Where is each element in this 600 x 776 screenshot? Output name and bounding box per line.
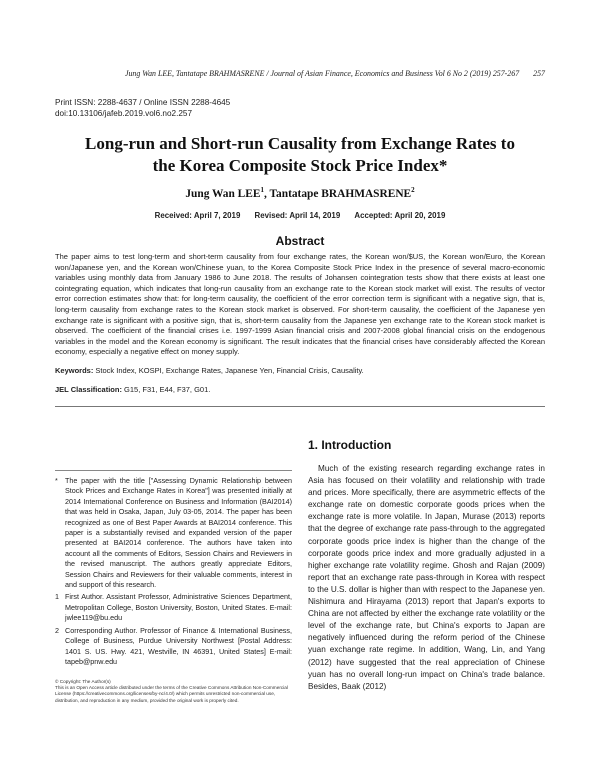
author-2: Tantatape BRAHMASRENE: [269, 187, 412, 200]
received-date: Received: April 7, 2019: [154, 211, 241, 220]
doi-line: doi:10.13106/jafeb.2019.vol6.no2.257: [55, 108, 193, 118]
copyright-notice: [55, 679, 292, 704]
revised-date: Revised: April 14, 2019: [254, 211, 341, 220]
jel-text: G15, F31, E44, F37, G01.: [121, 385, 211, 394]
jel-line: [55, 385, 545, 394]
accepted-date: Accepted: April 20, 2019: [354, 211, 446, 220]
author-separator: ,: [263, 187, 270, 200]
copyright-line: © Copyright: The Author(s): [55, 679, 111, 684]
footnote-text: Corresponding Author. Professor of Finance & International Business, College of Business, Purdue University Northwest [Postal Address: 1401 S. US. Hwy. 421, Westville, IN 46391, United States] E-mail: tapeb@pnw.edu: [65, 625, 292, 666]
introduction-heading: 1. Introduction: [308, 438, 392, 452]
abstract-heading: Abstract: [275, 234, 325, 248]
author-1-affiliation-mark: 1: [260, 186, 264, 194]
footnote: [55, 592, 292, 623]
jel-label: JEL Classification:: [55, 385, 122, 394]
footnote-text: First Author. Assistant Professor, Administrative Sciences Department, Metropolitan College, Boston University, Boston, United States. E-mail: jwlee119@bu.edu: [65, 592, 292, 623]
author-2-affiliation-mark: 2: [411, 186, 415, 194]
author-1: Jung Wan LEE: [185, 187, 261, 200]
introduction-paragraph: Much of the existing research regarding exchange rates in Asia has focused on their volatility and relationship with trade and prices. More specifically, there are asymmetric effects of the exchange rate on domestic corporate goods prices when the exchange rate is more volatile. In Japan, Murase (2013) reports that the degree of exchange rate pass-through to the aggregated corporate goods price index is higher than the change of the corporate goods price index and more gradually adjusted in a higher exchange rate volatility regime. Ghosh and Rajan (2009) report that an exchange rate pass-through in Korea with respect to the U.S. dollar is higher than with respect to the Japanese yen. Nishimura and Hirayama (2013) report that Japan's exports to China are not affected by either the exchange rate volatility or the level of the exchange rate, but China's exports to Japan are negatively influenced during the reform period of the Chinese yuan exchange rate regime. In addition, Wang, Lin, and Yang (2012) have suggested that the real appreciation of Chinese yuan has no overall long-run impact on China's trade balance. Besides, Baak (2012): [308, 464, 545, 691]
footnote-mark: 1: [55, 592, 59, 602]
introduction-body: [308, 463, 545, 693]
issn-line: Print ISSN: 2288-4637 / Online ISSN 2288-4645: [55, 98, 231, 107]
section-divider: [55, 406, 545, 407]
footnote: [55, 626, 292, 668]
title-line-1: Long-run and Short-run Causality from Exchange Rates to: [85, 134, 515, 153]
footnote-divider: [55, 470, 292, 471]
footnote-text: The paper with the title ["Assessing Dynamic Relationship between Stock Prices and Exchange Rates in Korea"] was presented initially at 2014 International Conference on Business and Information (BAI2014) that was held in Osaka, Japan, July 03-05, 2014. The paper has been recognized as one of Best Paper Awards at BAI2014 conference. This paper is a substantially revised and expanded version of the paper presented at BAI2014 conference. The authors have taken into account all the comments of Editors, Session Chairs and Reviewers in the revised manuscript. The authors greatly appreciate Editors, Session Chairs and Reviewers for their valuable comments, interest in and support of this research.: [65, 476, 292, 590]
running-head: [60, 69, 545, 78]
title-line-2: the Korea Composite Stock Price Index*: [152, 156, 448, 175]
dates-line: [40, 211, 560, 220]
license-text: This is an Open Access article distributed under the terms of the Creative Commons Attribution Non-Commercial License (https://creativecommons.org/licenses/by-nc/4.0/) which permits unrestricted non-commercial use, distribution, and reproduction in any medium, provided the original work is properly cited.: [55, 685, 288, 703]
keywords-label: Keywords:: [55, 366, 94, 375]
page-number: 257: [533, 69, 545, 78]
keywords-text: Stock Index, KOSPI, Exchange Rates, Japanese Yen, Financial Crisis, Causality.: [93, 366, 364, 375]
footnote-mark: 2: [55, 625, 59, 635]
author-line: [40, 186, 560, 200]
footnotes: [55, 476, 292, 669]
keywords-line: [55, 366, 545, 375]
issn-block: [55, 98, 230, 119]
running-head-text: Jung Wan LEE, Tantatape BRAHMASRENE / Journal of Asian Finance, Economics and Business Vol 6 No 2 (2019) 257-267: [124, 69, 520, 78]
footnote: [55, 476, 292, 590]
footnote-mark: *: [55, 476, 58, 485]
abstract-body: The paper aims to test long-term and short-term causality from four exchange rates, the Korean won/$US, the Korean won/Euro, the Korean won/Japanese yen, and the Korean won/Chinese yuan, to the Korea Composite Stock Price Index in the presence of several macro-economic variables using monthly data from January 1986 to June 2018. The results of Johansen cointegration tests show that there exists at least one cointegrating equation, which indicates that long-run causality from an exchange rate to the Korean stock market will exist. The results of vector error correction estimates show that: for long-term causality, the coefficient of the error correction term is significant with a negative sign, that is, long-term causality from exchange rates to the Korean stock market is observed. For short-term causality, the coefficient of the Japanese yen exchange rate is significant with a positive sign, that is, short-term causality from the Japanese yen exchange rate to the Korean stock market is observed. The coefficient of the financial crises i.e. 1997-1999 Asian financial crisis and 2007-2008 global financial crisis on the endogenous variables in the model and the Korean economy is significant. The result indicates that the financial crises have considerably affected the Korean economy, especially a negative effect on money supply.: [55, 252, 545, 357]
paper-title: [40, 133, 560, 177]
